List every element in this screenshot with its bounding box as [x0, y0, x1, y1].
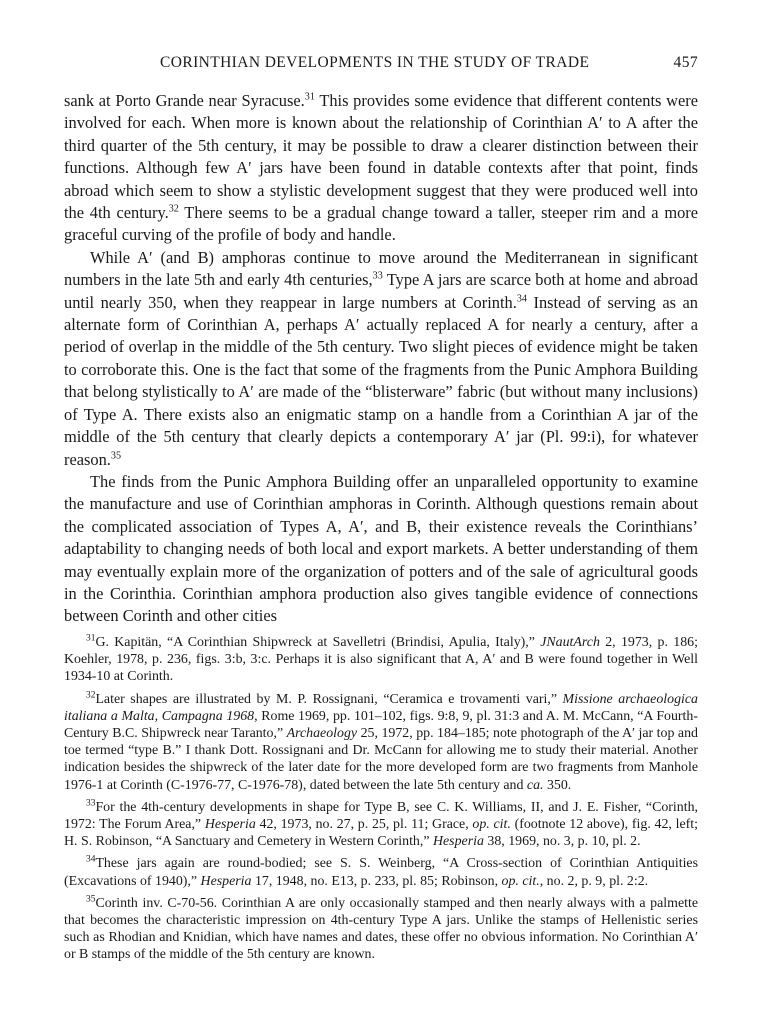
page-number: 457	[673, 54, 698, 71]
footnote-ref-35[interactable]: 35	[110, 450, 122, 462]
footnote-number: 31	[86, 633, 96, 644]
footnote-number: 32	[86, 689, 96, 700]
footnote-34: $^{34}$These jars again are round-bodied; see S. S. Weinberg, “A Cross-section of Corinthian Antiquities (Excavations of 1940),” Hesperia 17, 1948, no. E13, p. 233, pl. 85; Robinson, op. cit., no. 2, p. 9, pl. 2:2.	[64, 854, 698, 889]
footnote-ref-32[interactable]: 32	[168, 203, 179, 215]
footnote-ref-31[interactable]: 31	[304, 91, 315, 103]
footnote-35: $^{35}$Corinth inv. C-70-56. Corinthian A are only occasionally stamped and then nearly always with a palmette that becomes the characteristic impression on 4th-century Type A jars. Unlike the stamps of Hellenistic series such as Rhodian and Knidian, which have names and dates, these offer no obvious information. No Corinthian A′ or B stamps of the middle of the 5th century are known.	[64, 894, 698, 963]
paragraph-3: The finds from the Punic Amphora Building offer an unparalleled opportunity to examine the manufacture and use of Corinthian amphoras in Corinth. Although questions remain about the complicated association of Types A, A′, and B, their existence reveals the Corinthians’ adaptability to changing needs of both local and export markets. A better understanding of them may eventually explain more of the organization of potters and of the sale of agricultural goods in the Corinthia. Corinthian amphora production also gives tangible evidence of connections between Corinth and other cities	[64, 471, 698, 626]
footnote-number: 35	[86, 894, 96, 905]
footnote-33: $^{33}$For the 4th-century developments in shape for Type B, see C. K. Williams, II, and J. E. Fisher, “Corinth, 1972: The Forum Area,” Hesperia 42, 1973, no. 27, p. 25, pl. 11; Grace, op. cit. (footnote 12 above), fig. 42, left; H. S. Robinson, “A Sanctuary and Cemetery in Western Corinth,” Hesperia 38, 1969, no. 3, p. 10, pl. 2.	[64, 798, 698, 850]
footnote-number: 33	[86, 798, 96, 809]
footnote-ref-34[interactable]: 34	[516, 293, 527, 305]
footnote-number: 34	[86, 854, 96, 865]
footnote-31: $^{31}$G. Kapitän, “A Corinthian Shipwreck at Savelletri (Brindisi, Apulia, Italy),” JNautArch 2, 1973, p. 186; Koehler, 1978, p. 236, figs. 3:b, 3:c. Perhaps it is also significant that A, A′ and B were found together in Well 1934-10 at Corinth.	[64, 633, 698, 685]
footnote-32: $^{32}$Later shapes are illustrated by M. P. Rossignani, “Ceramica e trovamenti vari,” Missione archaeologica italiana a Malta, Campagna 1968, Rome 1969, pp. 101–102, figs. 9:8, 9, pl. 31:3 and A. M. McCann, “A Fourth-Century B.C. Shipwreck near Taranto,” Archaeology 25, 1972, pp. 184–185; note photograph of the A′ jar top and toe termed “type B.” I thank Dott. Rossignani and Dr. McCann for allowing me to study their material. Another indication besides the shipwreck of the later date for the more developed form are two fragments from Manhole 1976-1 at Corinth (C-1976-77, C-1976-78), dated between the late 5th century and ca. 350.	[64, 689, 698, 793]
paragraph-2: While A′ (and B) amphoras continue to move around the Mediterranean in significant numbers in the late 5th and early 4th centuries,$^{33}$ Type A jars are scarce both at home and abroad until nearly 350, when they reappear in large numbers at Corinth.$^{34}$ Instead of serving as an alternate form of Corinthian A, perhaps A′ actually replaced A for nearly a century, after a period of overlap in the middle of the 5th century. Two slight pieces of evidence might be taken to corroborate this. One is the fact that some of the fragments from the Punic Amphora Building that belong stylistically to A′ are made of the “blisterware” fabric (but without many inclusions) of Type A. There exists also an enigmatic stamp on a handle from a Corinthian A jar of the middle of the 5th century that clearly depicts a contemporary A′ jar (Pl. 99:i), for whatever reason.$^{35}$	[64, 247, 699, 469]
running-head	[64, 54, 698, 76]
running-title: CORINTHIAN DEVELOPMENTS IN THE STUDY OF TRADE	[160, 54, 590, 71]
footnote-ref-33[interactable]: 33	[372, 270, 383, 282]
body-text	[64, 90, 698, 628]
footnotes	[64, 634, 698, 969]
paragraph-1: sank at Porto Grande near Syracuse.$^{31}$ This provides some evidence that different contents were involved for each. When more is known about the relationship of Corinthian A′ to A after the third quarter of the 5th century, it may be possible to draw a clearer distinction between their functions. Although few A′ jars have been found in datable contexts after that point, finds abroad which seem to show a stylistic development suggest that they were produced well into the 4th century.$^{32}$ There seems to be a gradual change toward a taller, steeper rim and a more graceful curving of the profile of body and handle.	[64, 91, 698, 245]
